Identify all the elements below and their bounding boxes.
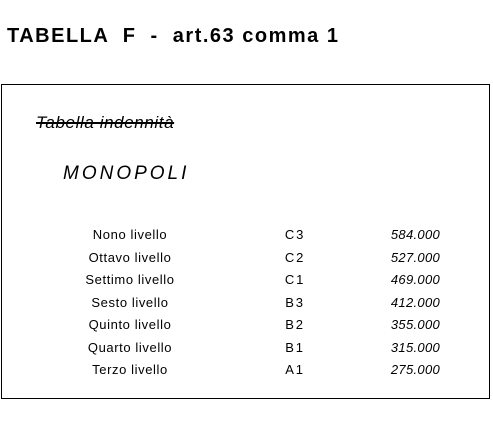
table-subtitle: Tabella indennità bbox=[36, 113, 175, 132]
code-cell: A1 bbox=[285, 362, 305, 377]
table-row bbox=[0, 294, 493, 317]
code-cell: C2 bbox=[284, 249, 306, 265]
code-cell: B3 bbox=[285, 294, 305, 310]
level-cell: Quinto livello bbox=[88, 317, 172, 332]
level-cell: Terzo livello bbox=[92, 362, 168, 377]
section-name: MONOPOLI bbox=[63, 163, 190, 184]
page-title: TABELLA F - art.63 comma 1 bbox=[7, 25, 340, 47]
table-row bbox=[0, 316, 493, 339]
amount-cell: 412.000 bbox=[390, 294, 440, 310]
amount-cell: 275.000 bbox=[390, 362, 440, 377]
level-cell: Sesto livello bbox=[91, 294, 169, 310]
table-row bbox=[0, 339, 493, 362]
table-row bbox=[0, 271, 493, 294]
table-row bbox=[0, 361, 493, 384]
code-cell: C3 bbox=[284, 227, 306, 242]
amount-cell: 315.000 bbox=[390, 339, 440, 355]
code-cell: B1 bbox=[285, 339, 305, 355]
amount-cell: 355.000 bbox=[390, 317, 440, 332]
table-row bbox=[0, 249, 493, 272]
level-cell: Nono livello bbox=[92, 227, 168, 242]
amount-cell: 469.000 bbox=[390, 272, 440, 287]
code-cell: C1 bbox=[284, 272, 306, 287]
level-cell: Settimo livello bbox=[85, 272, 175, 287]
table-row bbox=[0, 226, 493, 249]
amount-cell: 527.000 bbox=[390, 249, 440, 265]
level-cell: Ottavo livello bbox=[88, 249, 172, 265]
amount-cell: 584.000 bbox=[390, 227, 440, 242]
allowance-table bbox=[0, 226, 493, 384]
level-cell: Quarto livello bbox=[87, 339, 173, 355]
code-cell: B2 bbox=[285, 317, 305, 332]
